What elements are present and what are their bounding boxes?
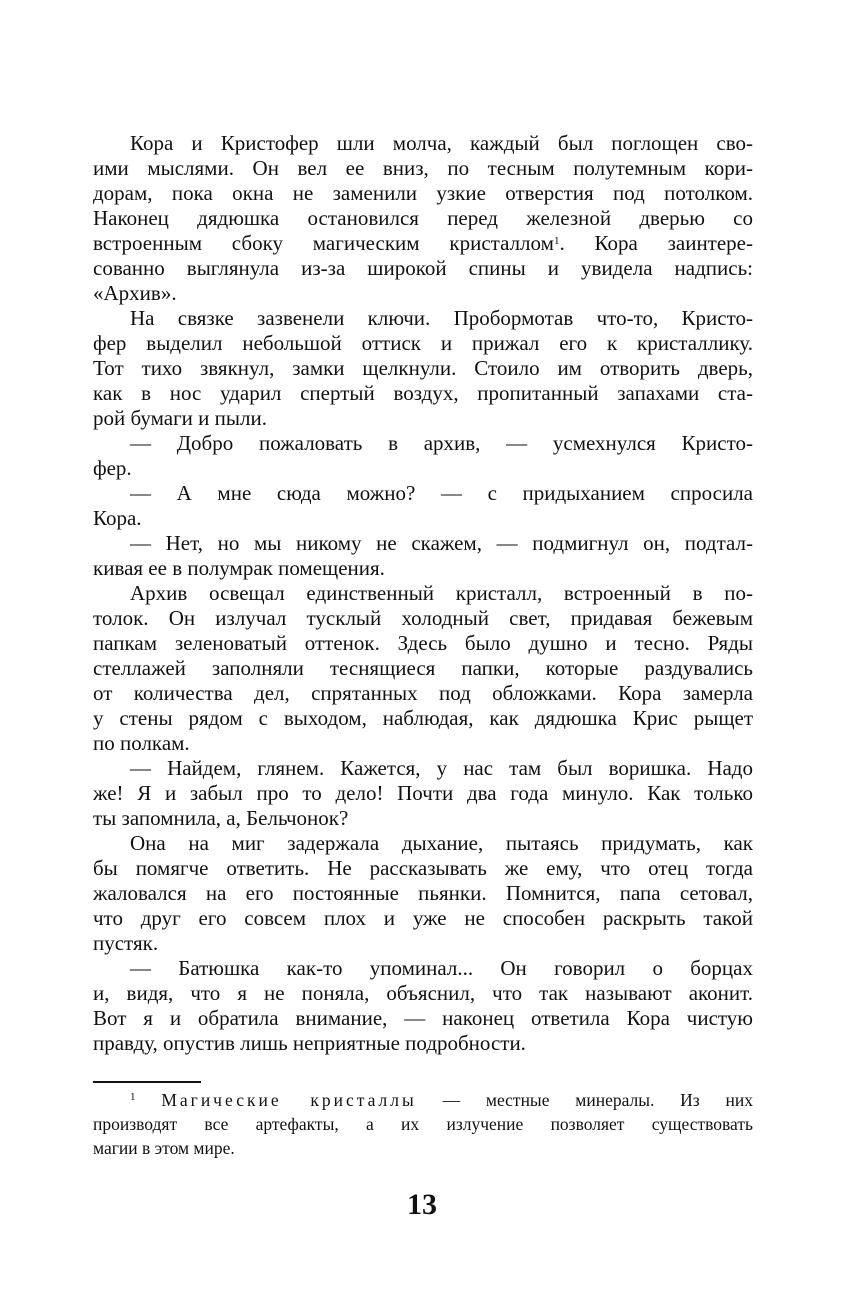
footnote-reference: 1 (553, 235, 560, 247)
text-line: На связке зазвенели ключи. Пробормотав что-то, Кристо- (130, 306, 753, 330)
footnote-term: Магические кристаллы (161, 1090, 417, 1110)
text-line: бы помягче ответить. Не рассказывать же ему, что отец тогда (93, 856, 753, 880)
paragraph (93, 956, 753, 1056)
text-line: — Батюшка как-то упоминал... Он говорил о борцах (130, 956, 753, 980)
paragraph (93, 131, 753, 306)
footnote-separator (93, 1081, 201, 1083)
text-line: рой бумаги и пыли. (93, 406, 267, 430)
text-line: от количества дел, спрятанных под обложками. Кора замерла (93, 681, 753, 705)
text-line: ими мыслями. Он вел ее вниз, по тесным полутемным кори- (93, 156, 753, 180)
text-line: Она на миг задержала дыхание, пытаясь придумать, как (130, 831, 753, 855)
text-line: — Нет, но мы никому не скажем, — подмигнул он, подтал- (130, 531, 753, 555)
text-line: пустяк. (93, 931, 159, 955)
page-number: 13 (407, 1188, 437, 1221)
paragraph (93, 581, 753, 756)
text-line: — Найдем, глянем. Кажется, у нас там был воришка. Надо (130, 756, 753, 780)
text-line: фер. (93, 456, 132, 480)
text-line: — А мне сюда можно? — с придыханием спросила (130, 481, 753, 505)
text-line: же! Я и забыл про то дело! Почти два года минуло. Как только (93, 781, 753, 805)
text-line: кивая ее в полумрак помещения. (93, 556, 385, 580)
text-line: фер выделил небольшой оттиск и прижал его к кристаллику. (93, 331, 753, 355)
footnote (93, 1088, 753, 1160)
text-line: Наконец дядюшка остановился перед железной дверью со (93, 206, 753, 230)
footnote-marker: 1 (130, 1091, 136, 1103)
text-line: Вот я и обратила внимание, — наконец ответила Кора чистую (93, 1006, 753, 1030)
text-line: правду, опустив лишь неприятные подробности. (93, 1031, 526, 1055)
text-line: — Добро пожаловать в архив, — усмехнулся Кристо- (130, 431, 753, 455)
paragraph (93, 831, 753, 956)
paragraph (93, 481, 753, 531)
text-line: Тот тихо звякнул, замки щелкнули. Стоило им отворить дверь, (93, 356, 753, 380)
text-line: «Архив». (93, 281, 177, 305)
footnote-text: — местные минералы. Из них (416, 1090, 753, 1110)
text-line: Архив освещал единственный кристалл, встроенный в по- (130, 581, 753, 605)
text-line: стеллажей заполняли теснящиеся папки, которые раздувались (93, 656, 753, 680)
text-line: сованно выглянула из-за широкой спины и увидела надпись: (93, 256, 753, 280)
text-line: и, видя, что я не поняла, объяснил, что так называют аконит. (93, 981, 753, 1005)
paragraph (93, 431, 753, 481)
text-line: Кора. (93, 506, 142, 530)
text-line: жаловался на его постоянные пьянки. Помнится, папа сетовал, (93, 881, 753, 905)
paragraph (93, 306, 753, 431)
paragraph (93, 756, 753, 831)
text-line: папкам зеленоватый оттенок. Здесь было душно и тесно. Ряды (93, 631, 753, 655)
text-line: дорам, пока окна не заменили узкие отверстия под потолком. (93, 181, 753, 205)
footnote-line (93, 1088, 753, 1112)
text-line: у стены рядом с выходом, наблюдая, как дядюшка Крис рыщет (93, 706, 753, 730)
text-line: как в нос ударил спертый воздух, пропитанный запахами ста- (93, 381, 753, 405)
paragraph (93, 531, 753, 581)
text-line: Кора и Кристофер шли молча, каждый был поглощен сво- (130, 131, 753, 155)
text-line: что друг его совсем плох и уже не способен раскрыть такой (93, 906, 753, 930)
text-line: по полкам. (93, 731, 190, 755)
text-line: толок. Он излучал тусклый холодный свет, придавая бежевым (93, 606, 753, 630)
text-line: встроенным сбоку магическим кристаллом$^1$. Кора заинтере- (93, 231, 753, 255)
text-line: ты запомнила, а, Бельчонок? (93, 806, 349, 830)
footnote-line: производят все артефакты, а их излучение позволяет существовать (93, 1114, 753, 1134)
body-text (93, 131, 753, 1056)
footnote-line: магии в этом мире. (93, 1138, 235, 1158)
